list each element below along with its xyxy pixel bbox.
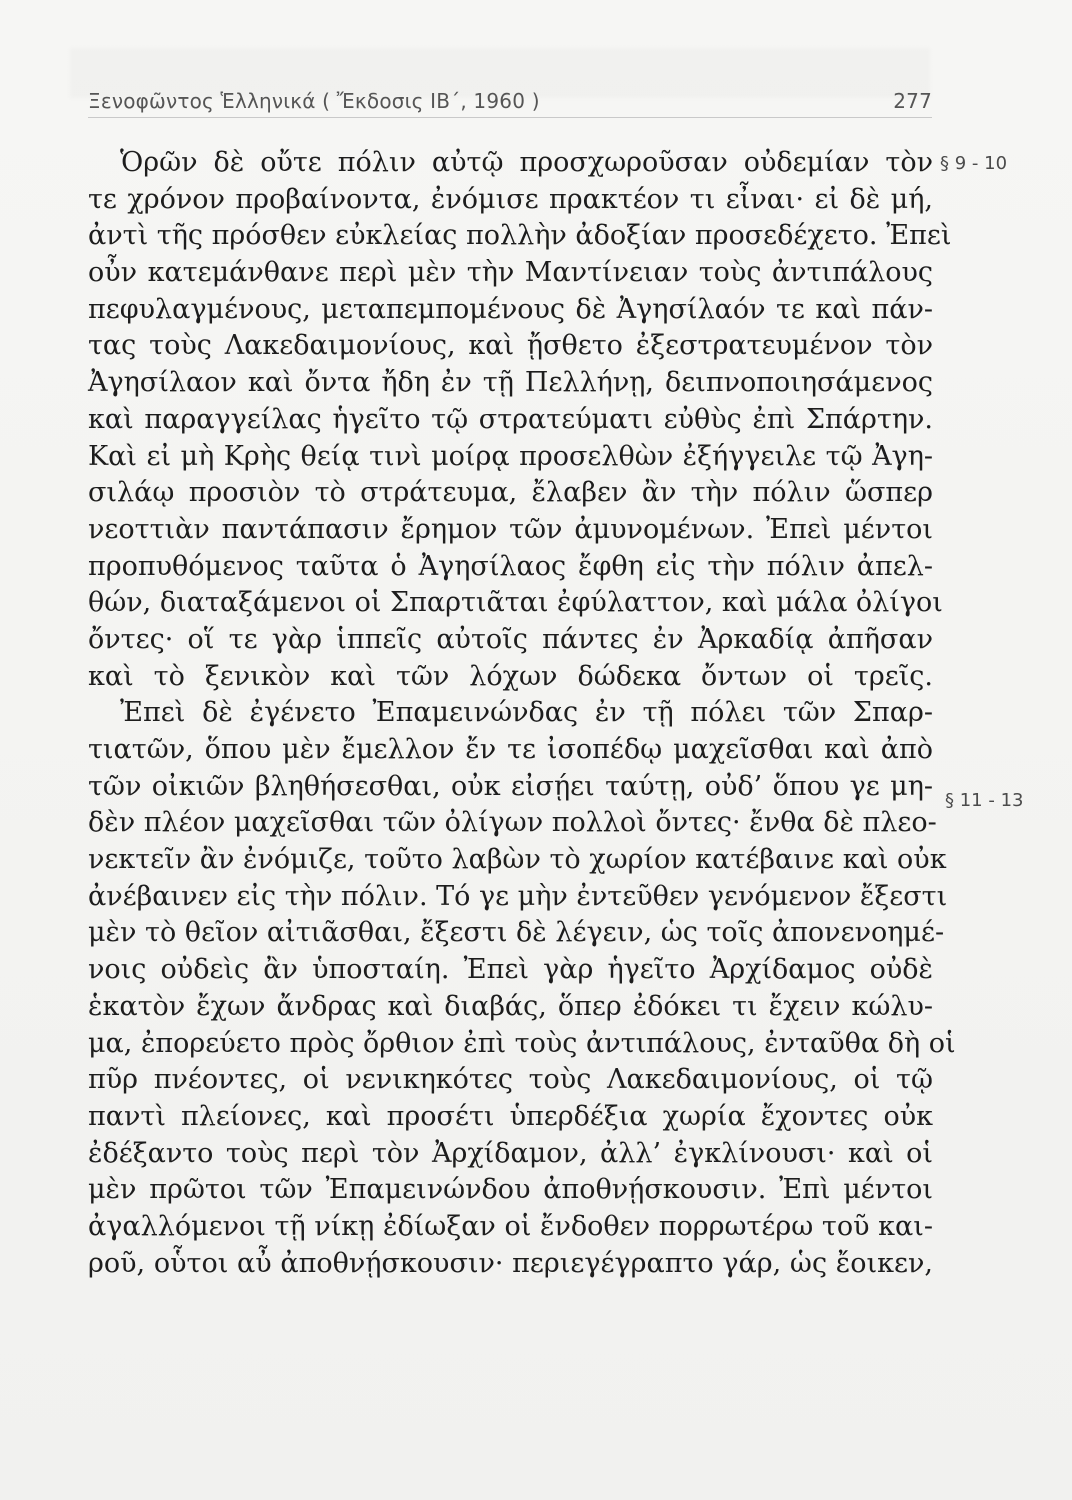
text-line: δὲν πλέον μαχεῖσθαι τῶν ὀλίγων πολλοὶ ὄντες· ἔνθα δὲ πλεο- [88, 807, 937, 839]
text-line: θών, διαταξάμενοι οἱ Σπαρτιᾶται ἐφύλαττον, καὶ μάλα ὀλίγοι [88, 587, 943, 619]
text-line: καὶ παραγγείλας ἡγεῖτο τῷ στρατεύματι εὐθὺς ἐπὶ Σπάρτην. [88, 403, 933, 435]
marginal-section-note: § 11 - 13 [945, 790, 1024, 811]
page-number: 277 [893, 89, 932, 113]
text-line: οὖν κατεμάνθανε περὶ μὲν τὴν Μαντίνειαν τοὺς ἀντιπάλους [88, 257, 933, 289]
text-line: ροῦ, οὗτοι αὖ ἀποθνῄσκουσιν· περιεγέγραπτο γάρ, ὡς ἔοικεν, [88, 1247, 933, 1279]
text-line: Ὁρῶν δὲ οὔτε πόλιν αὐτῷ προσχωροῦσαν οὐδεμίαν τὸν [120, 147, 933, 178]
running-header-title: Ξενοφῶντος Ἑλληνικά ( Ἔκδοσις ΙΒ΄, 1960 ) [88, 89, 540, 113]
text-line: τιατῶν, ὅπου μὲν ἔμελλον ἔν τε ἰσοπέδῳ μαχεῖσθαι καὶ ἀπὸ [88, 734, 933, 765]
text-line: ὄντες· οἵ τε γὰρ ἱππεῖς αὐτοῖς πάντες ἐν Ἀρκαδίᾳ ἀπῆσαν [88, 623, 933, 655]
text-line: ἐδέξαντο τοὺς περὶ τὸν Ἀρχίδαμον, ἀλλ’ ἐγκλίνουσι· καὶ οἱ [88, 1137, 933, 1169]
text-line: ἀγαλλόμενοι τῇ νίκῃ ἐδίωξαν οἱ ἔνδοθεν πορρωτέρω τοῦ και- [88, 1210, 933, 1242]
text-line: μὲν πρῶτοι τῶν Ἐπαμεινώνδου ἀποθνῄσκουσιν. Ἐπὶ μέντοι [88, 1174, 933, 1206]
text-line: μὲν τὸ θεῖον αἰτιᾶσθαι, ἔξεστι δὲ λέγειν, ὡς τοῖς ἀπονενοημέ- [88, 917, 945, 949]
text-line: νεκτεῖν ἂν ἐνόμιζε, τοῦτο λαβὼν τὸ χωρίον κατέβαινε καὶ οὐκ [88, 844, 947, 876]
text-line: τε χρόνον προβαίνοντα, ἐνόμισε πρακτέον τι εἶναι· εἰ δὲ μή, [88, 183, 933, 215]
text-line: πῦρ πνέοντες, οἱ νενικηκότες τοὺς Λακεδαιμονίους, οἱ τῷ [88, 1064, 933, 1096]
text-line: νοις οὐδεὶς ἂν ὑποσταίη. Ἐπεὶ γὰρ ἡγεῖτο Ἀρχίδαμος οὐδὲ [88, 954, 933, 986]
running-header [88, 85, 932, 118]
text-line: καὶ τὸ ξενικὸν καὶ τῶν λόχων δώδεκα ὄντων οἱ τρεῖς. [88, 660, 933, 692]
text-line: ἑκατὸν ἔχων ἄνδρας καὶ διαβάς, ὅπερ ἐδόκει τι ἔχειν κώλυ- [88, 990, 933, 1022]
text-line: προπυθόμενος ταῦτα ὁ Ἀγησίλαος ἔφθη εἰς τὴν πόλιν ἀπελ- [88, 550, 933, 582]
text-line: σιλάῳ προσιὸν τὸ στράτευμα, ἔλαβεν ἂν τὴν πόλιν ὥσπερ [88, 477, 933, 509]
text-line: Ἐπεὶ δὲ ἐγένετο Ἐπαμεινώνδας ἐν τῇ πόλει τῶν Σπαρ- [120, 697, 933, 729]
text-line: ἀντὶ τῆς πρόσθεν εὐκλείας πολλὴν ἀδοξίαν προσεδέχετο. Ἐπεὶ [88, 220, 952, 252]
text-line: Καὶ εἰ μὴ Κρὴς θείᾳ τινὶ μοίρᾳ προσελθὼν ἐξήγγειλε τῷ Ἀγη- [88, 440, 933, 472]
text-line: πεφυλαγμένους, μεταπεμπομένους δὲ Ἀγησίλαόν τε καὶ πάν- [88, 293, 933, 325]
text-line: τῶν οἰκιῶν βληθήσεσθαι, οὐκ εἰσῄει ταύτῃ, οὐδ’ ὅπου γε μη- [88, 770, 933, 802]
text-line: μα, ἐπορεύετο πρὸς ὄρθιον ἐπὶ τοὺς ἀντιπάλους, ἐνταῦθα δὴ οἱ [88, 1027, 956, 1059]
text-line: νεοττιὰν παντάπασιν ἔρημον τῶν ἀμυνομένων. Ἐπεὶ μέντοι [88, 513, 933, 545]
main-text-block [88, 145, 956, 1282]
text-line: τας τοὺς Λακεδαιμονίους, καὶ ᾔσθετο ἐξεστρατευμένον τὸν [88, 330, 933, 362]
text-line: παντὶ πλείονες, καὶ προσέτι ὑπερδέξια χωρία ἔχοντες οὐκ [88, 1100, 933, 1132]
text-line: ἀνέβαινεν εἰς τὴν πόλιν. Τό γε μὴν ἐντεῦθεν γενόμενον ἔξεστι [88, 880, 948, 912]
marginal-section-note: § 9 - 10 [940, 153, 1008, 174]
text-line: Ἀγησίλαον καὶ ὄντα ἤδη ἐν τῇ Πελλήνῃ, δειπνοποιησάμενος [88, 367, 933, 399]
